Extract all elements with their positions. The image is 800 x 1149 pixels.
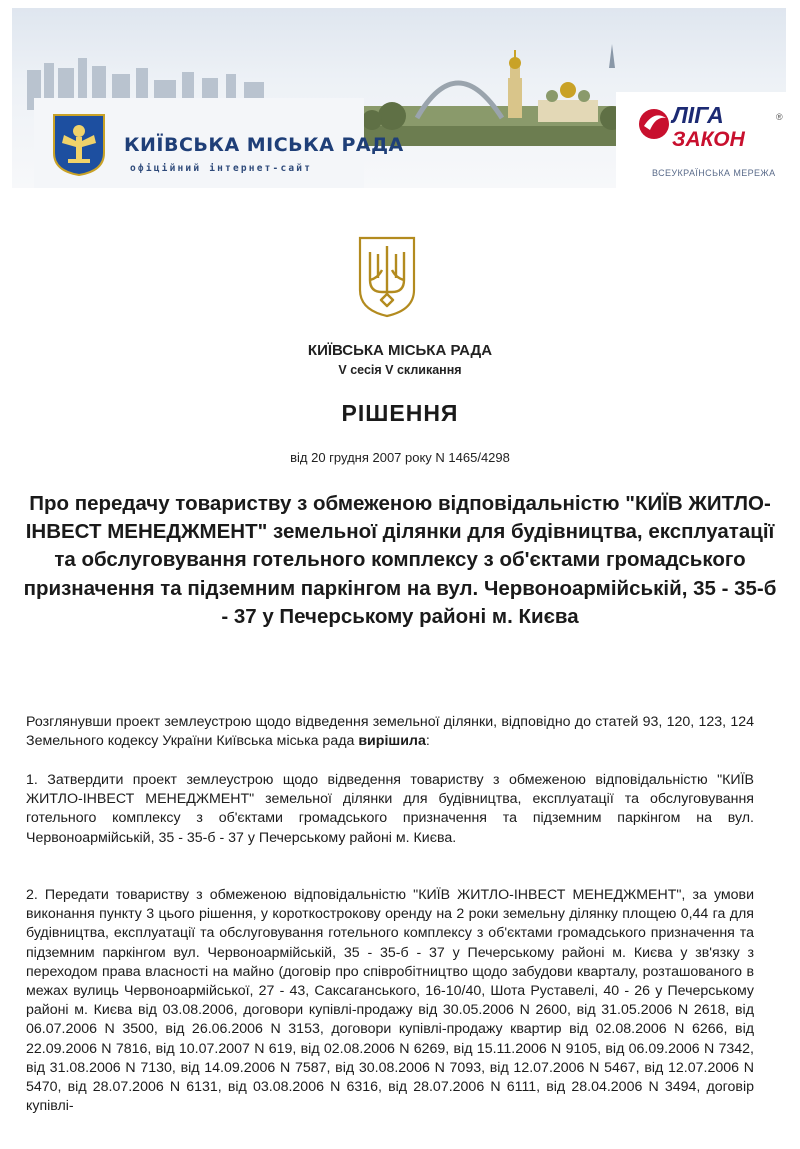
preamble-end: : — [425, 733, 430, 750]
document-date-number: від 20 грудня 2007 року N 1465/4298 — [290, 450, 510, 465]
document-type: РІШЕННЯ — [341, 400, 459, 426]
trademark-symbol: ® — [776, 112, 783, 122]
ukraine-trident-icon — [356, 234, 418, 318]
decision-item-2: 2. Передати товариству з обмеженою відповідальністю "КИЇВ ЖИТЛО-ІНВЕСТ МЕНЕДЖМЕНТ", за умови виконання пункту 3 цього рішення, у короткострокову оренду на 2 роки земельну ділянку площею 0,44 га для будівництва, експлуатації та обслуговування готельного комплексу з об'єктами громадського призначення та підземним паркінгом вул. Червоноармійській, 35 - 35-б - 37 у Печерському районі м. Києва у зв'язку з переходом права власності на майно (договір про співробітництво щодо забудови кварталу, розташованого в межах вулиць Червоноармійської, 27 - 43, Саксаганського, 16-10/40, Шота Руставелі, 40 - 26 у Печерському районі м. Києва від 03.08.2006, договори купівлі-продажу від 30.05.2006 N 2600, від 31.05.2006 N 2618, від 06.07.2006 N 3500, від 26.06.2006 N 3153, договори купівлі-продажу квартир від 02.08.2006 N 6266, від 22.09.2006 N 7816, від 10.07.2007 N 619, від 02.08.2006 N 6269, від 15.11.2006 N 9105, від 06.09.2006 N 7342, від 31.08.2006 N 7130, від 14.09.2006 N 7587, від 30.08.2006 N 7093, від 12.07.2006 N 5467, від 12.07.2006 N 5470, від 28.07.2006 N 6131, від 03.08.2006 N 6316, від 28.07.2006 N 6111, від 28.04.2006 N 3494, договір купівлі- — [26, 887, 754, 1115]
liga-zakon-logo[interactable] — [616, 92, 786, 188]
site-header-banner — [12, 8, 786, 188]
decision-item-1: 1. Затвердити проект землеустрою щодо відведення товариству з обмеженою відповідальністю "КИЇВ ЖИТЛО-ІНВЕСТ МЕНЕДЖМЕНТ" земельної ділянки для будівництва, експлуатації та обслуговування готельного комплексу з об'єктами громадського призначення та підземним паркінгом на вул. Червоноармійській, 35 - 35-б - 37 у Печерському районі м. Києва. — [26, 772, 754, 846]
liga-logo-line1: ЛІГА — [672, 102, 724, 128]
session-info: V сесія V скликання — [338, 363, 462, 377]
liga-tagline: ВСЕУКРАЇНСЬКА МЕРЕЖА — [652, 168, 776, 178]
preamble-emphasis: вирішила — [358, 733, 426, 750]
council-title: КИЇВСЬКА МІСЬКА РАДА — [124, 134, 404, 156]
preamble-paragraph — [26, 713, 754, 751]
preamble-text: Розглянувши проект землеустрою щодо відведення земельної ділянки, відповідно до статей 93, 120, 123, 124 Земельного кодексу України Київська міська рада — [26, 714, 754, 750]
document-title: Про передачу товариству з обмеженою відповідальністю "КИЇВ ЖИТЛО-ІНВЕСТ МЕНЕДЖМЕНТ" земельної ділянки для будівництва, експлуатації та обслуговування готельного комплексу з об'єктами громадського призначення та підземним паркінгом на вул. Червоноармійській, 35 - 35-б - 37 у Печерському районі м. Києва — [23, 492, 777, 628]
issuing-authority: КИЇВСЬКА МІСЬКА РАДА — [307, 342, 493, 359]
kyiv-coat-of-arms-icon — [52, 113, 106, 177]
council-subtitle: офіційний інтернет-сайт — [130, 163, 313, 174]
liga-logo-line2: ЗАКОН — [672, 128, 745, 151]
